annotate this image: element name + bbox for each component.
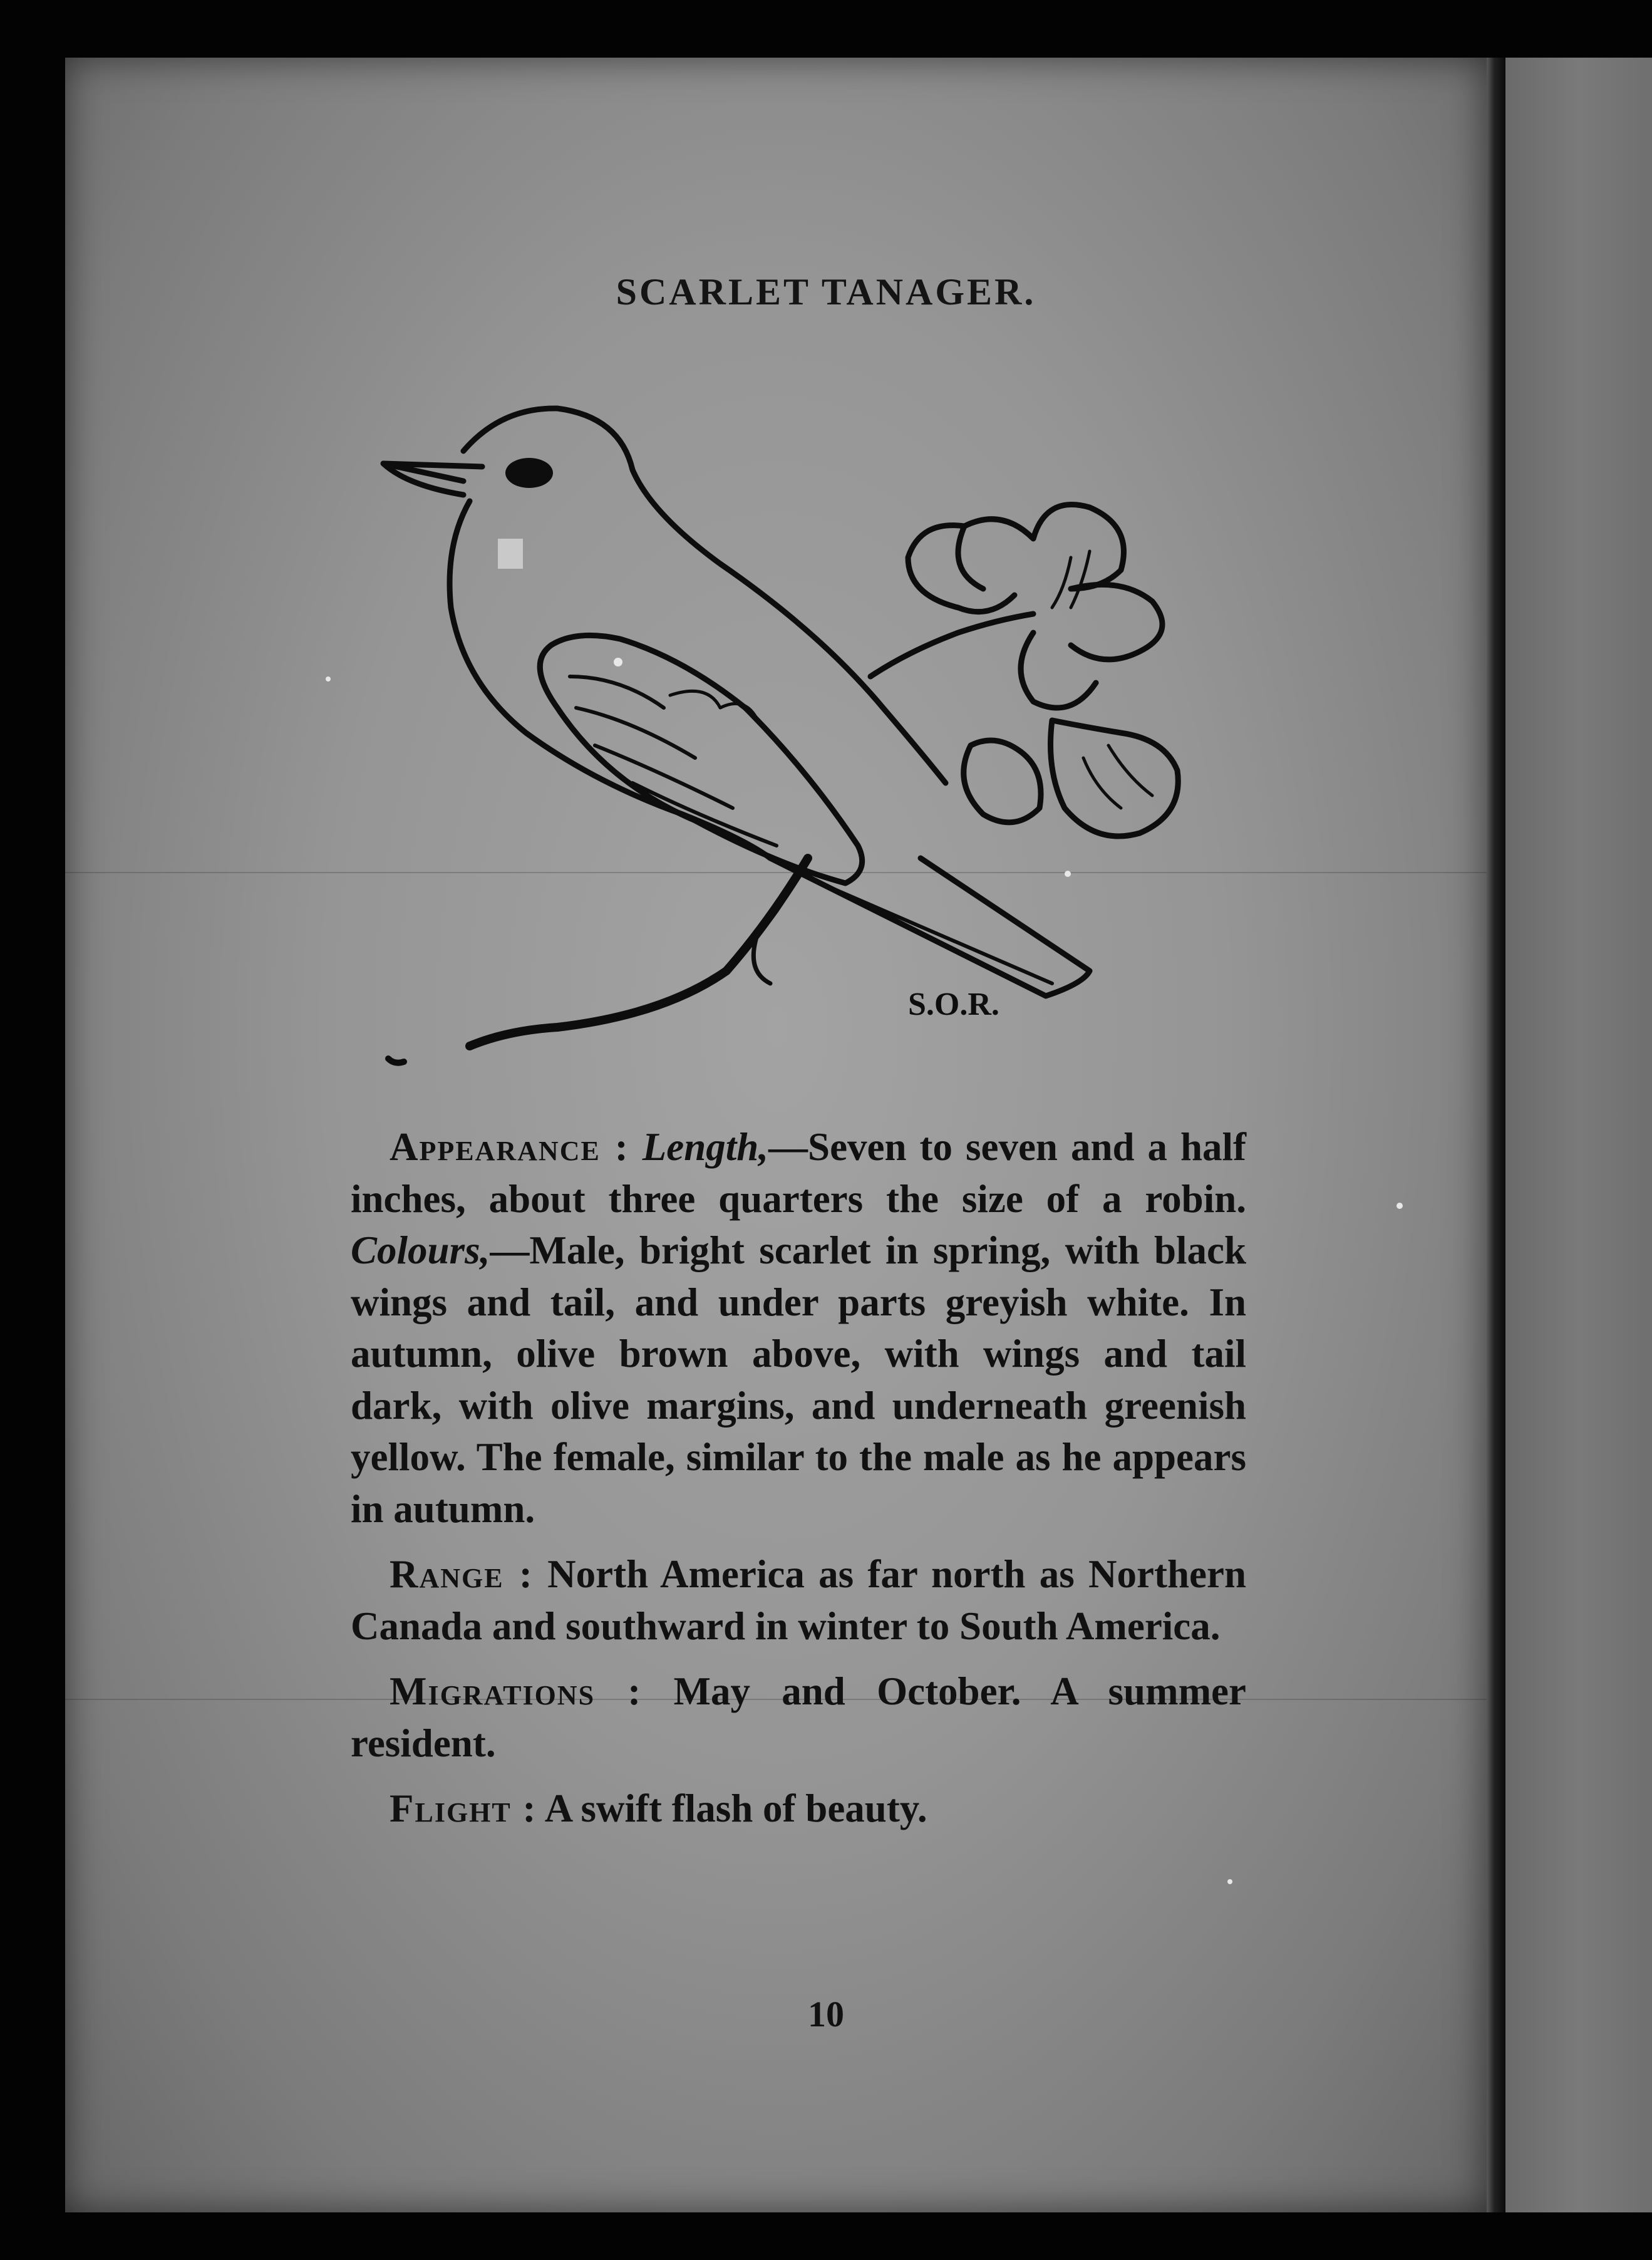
- dogwood-flower-petal: [958, 505, 1123, 589]
- migrations-paragraph: [351, 1666, 1246, 1769]
- branch: [470, 858, 808, 1046]
- bird-on-branch-illustration: [369, 382, 1221, 1084]
- page-body: [351, 1121, 1246, 1848]
- flight-text: A swift flash of beauty.: [544, 1786, 927, 1830]
- flight-paragraph: [351, 1783, 1246, 1835]
- paper-speck: [326, 676, 331, 682]
- length-label: Length,: [642, 1125, 769, 1169]
- appearance-heading: Appearance :: [390, 1125, 629, 1169]
- paper-speck: [614, 658, 622, 666]
- bird-eye: [505, 458, 553, 488]
- page-title: SCARLET TANAGER.: [616, 271, 1036, 313]
- migrations-heading: Migrations :: [390, 1669, 643, 1713]
- flower-stem: [870, 614, 1033, 676]
- migrations-text: May and October. A summer resident.: [351, 1669, 1246, 1765]
- paper-speck: [1396, 1203, 1403, 1209]
- bird-tail: [770, 858, 1090, 996]
- paper-speck: [1065, 871, 1071, 877]
- range-heading: Range :: [390, 1552, 534, 1596]
- bird-wing: [540, 635, 862, 883]
- range-text: North America as far north as Northern Canada and southward in winter to South America.: [351, 1552, 1246, 1648]
- page-number: 10: [808, 1994, 844, 2035]
- length-text: —Seven to seven and a half inches, about three quarters the size of a robin.: [351, 1125, 1246, 1221]
- range-paragraph: [351, 1548, 1246, 1652]
- dogwood-flower-bud: [1051, 720, 1179, 836]
- paper-speck: [1227, 1879, 1232, 1884]
- colours-label: Colours,: [351, 1228, 490, 1272]
- illustrator-signature: S.O.R.: [908, 987, 999, 1022]
- appearance-paragraph: [351, 1121, 1246, 1535]
- colours-text: —Male, bright scarlet in spring, with black wings and tail, and under parts greyish white. In autumn, olive brown above, with wings and tail dark, with olive margins, and underneath greenish yellow. The female, similar to the male as he appears in autumn.: [351, 1228, 1246, 1531]
- book-gutter: [1487, 58, 1505, 2212]
- adjacent-page-edge: [1505, 58, 1652, 2212]
- flight-heading: Flight :: [390, 1786, 537, 1830]
